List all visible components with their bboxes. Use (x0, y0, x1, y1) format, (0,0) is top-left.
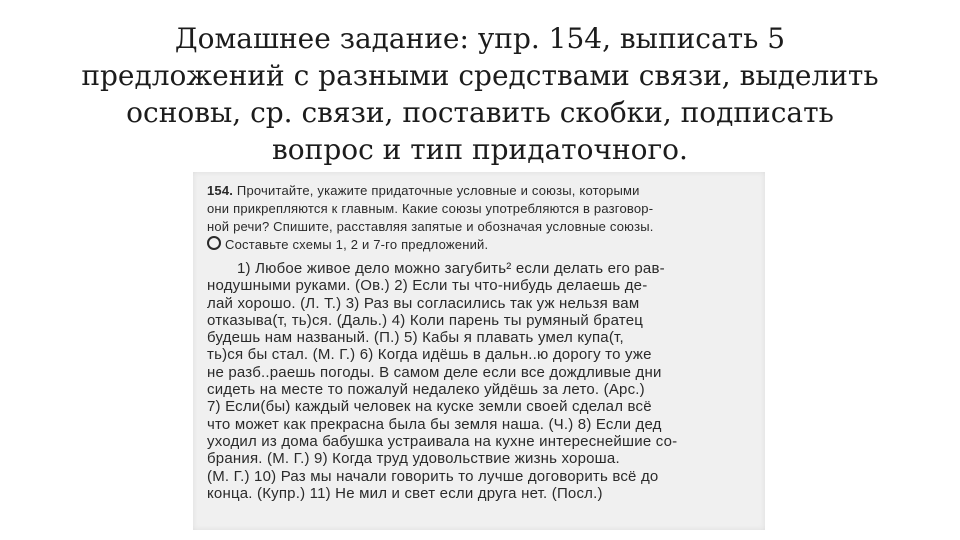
text-line: нодушными руками. (Ов.) 2) Если ты что-нибудь делаешь де- (207, 277, 648, 295)
text-line: 7) Если(бы) каждый человек на куске земли своей сделал всё (207, 398, 652, 416)
text-line: не разб..раешь погоды. В самом деле если все дождливые дни (207, 363, 662, 381)
text-line: лай хорошо. (Л. Т.) 3) Раз вы согласились так уж нельзя вам (207, 294, 640, 312)
text-line: сидеть на месте то пожалуй недалеко уйдёшь за лето. (Арс.) (207, 381, 645, 399)
task-text: они прикрепляются к главным. Какие союзы употребляются в разговор- (207, 201, 654, 216)
text-line: уходил из дома бабушка устраивала на кухне интереснейшие со- (207, 432, 678, 450)
text-line: (М. Г.) 10) Раз мы начали говорить то лучше договорить всё до (207, 467, 659, 485)
circle-icon (207, 236, 221, 250)
text-line: ть)ся бы стал. (М. Г.) 6) Когда идёшь в дальн..ю дорогу то уже (207, 346, 652, 364)
title-line: основы, ср. связи, поставить скобки, подписать (126, 96, 834, 129)
task-text: ной речи? Спишите, расставляя запятые и обозначая условные союзы. (207, 219, 654, 234)
text-line: конца. (Купр.) 11) Не мил и свет если друга нет. (Посл.) (207, 484, 603, 502)
exercise-task (207, 182, 753, 254)
text-line: будешь нам названый. (П.) 5) Кабы я плавать умел купа(т, (207, 329, 624, 347)
title-line: Домашнее задание: упр. 154, выписать 5 (174, 22, 786, 55)
title-line: вопрос и тип придаточного. (272, 133, 688, 166)
text-line: брания. (М. Г.) 9) Когда труд удовольствие жизнь хороша. (207, 450, 620, 468)
text-line: 1) Любое живое дело можно загубить² если делать его рав- (237, 260, 665, 277)
text-line: что может как прекрасна была бы земля наша. (Ч.) 8) Если дед (207, 415, 662, 433)
exercise-text (207, 260, 753, 502)
task-text: Прочитайте, укажите придаточные условные и союзы, которыми (236, 183, 640, 198)
homework-title (60, 20, 900, 168)
text-line: отказыва(т, ть)ся. (Даль.) 4) Коли парень ты румяный братец (207, 311, 644, 329)
textbook-scan (193, 172, 765, 530)
task-text: Составьте схемы 1, 2 и 7-го предложений. (225, 237, 489, 252)
exercise-154 (207, 182, 753, 502)
exercise-number: 154. (207, 183, 234, 198)
title-line: предложений с разными средствами связи, выделить (81, 59, 879, 92)
